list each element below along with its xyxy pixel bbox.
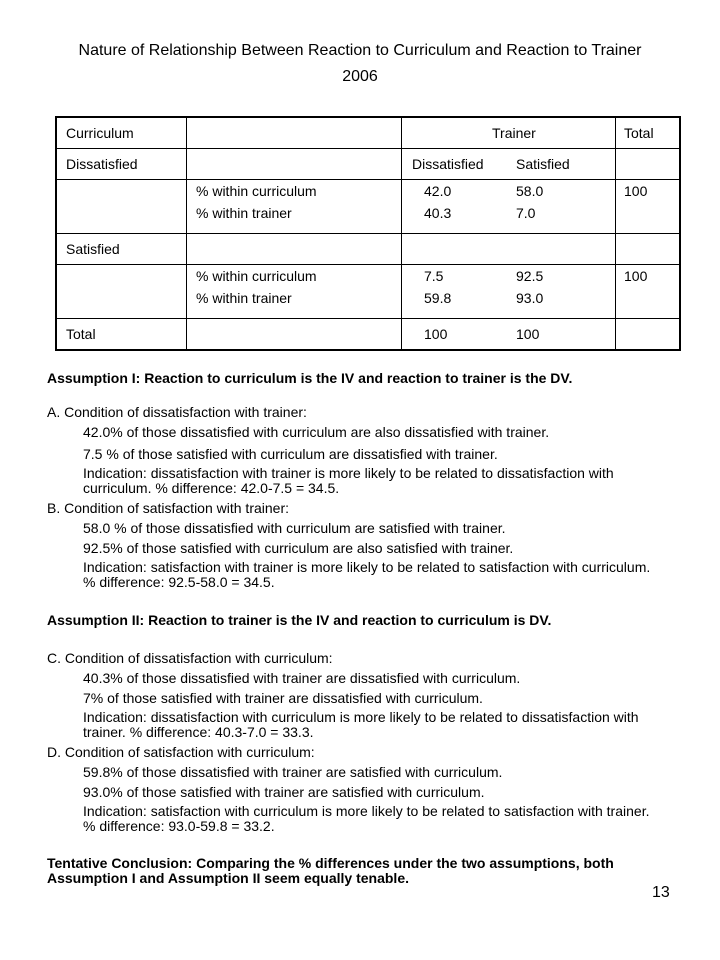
header-total: Total [616, 117, 681, 149]
row-label-dissatisfied: Dissatisfied [56, 149, 187, 180]
section-b-heading: B. Condition of satisfaction with trainer: [47, 500, 290, 516]
value: 93.0 [516, 290, 544, 306]
section-b-line-2: 92.5% of those satisfied with curriculum are also satisfied with trainer. [83, 540, 514, 556]
tentative-conclusion [47, 856, 672, 886]
row-total: 100 [616, 180, 681, 234]
title-line-1: Nature of Relationship Between Reaction to Curriculum and Reaction to Trainer [78, 42, 642, 59]
section-c-heading: C. Condition of dissatisfaction with curriculum: [47, 650, 333, 666]
section-a-heading: A. Condition of dissatisfaction with trainer: [47, 404, 307, 420]
value: 92.5 [516, 268, 544, 284]
header-trainer: Trainer [492, 125, 536, 141]
section-a-indication: Indication: dissatisfaction with trainer is more likely to be related to dissatisfaction with curriculum. % difference: 42.0-7.5 = 34.5. [83, 465, 614, 496]
value: 100 [516, 326, 540, 342]
value: 58.0 [516, 183, 544, 199]
label-within-curriculum: % within curriculum [196, 268, 317, 284]
header-curriculum: Curriculum [56, 117, 187, 149]
row-total: 100 [616, 265, 681, 319]
section-d-indication: Indication: satisfaction with curriculum is more likely to be related to satisfaction with trainer. % difference: 93.0-59.8 = 33.2. [83, 803, 650, 834]
value: 42.0 [424, 183, 452, 199]
section-d-line-2: 93.0% of those satisfied with trainer are satisfied with curriculum. [83, 784, 485, 800]
section-d-heading: D. Condition of satisfaction with curriculum: [47, 744, 315, 760]
section-c-indication: Indication: dissatisfaction with curriculum is more likely to be related to dissatisfaction with trainer. % difference: 40.3-7.0 = 33.3. [83, 709, 639, 740]
section-d-line-1: 59.8% of those dissatisfied with trainer are satisfied with curriculum. [83, 764, 503, 780]
label-within-trainer: % within trainer [196, 205, 292, 221]
row-label-total: Total [56, 319, 187, 351]
section-a-line-2: 7.5 % of those satisfied with curriculum are dissatisfied with trainer. [83, 446, 498, 462]
row-label-satisfied: Satisfied [56, 234, 187, 265]
value: 7.5 [424, 268, 444, 284]
subheader-satisfied: Satisfied [516, 156, 570, 172]
page-number: 13 [652, 884, 670, 901]
value: 7.0 [516, 205, 536, 221]
value: 40.3 [424, 205, 452, 221]
value: 59.8 [424, 290, 452, 306]
subheader-dissatisfied: Dissatisfied [412, 156, 484, 172]
assumption-2-heading: Assumption II: Reaction to trainer is the IV and reaction to curriculum is DV. [47, 612, 552, 628]
assumption-1-heading: Assumption I: Reaction to curriculum is the IV and reaction to trainer is the DV. [47, 370, 573, 386]
section-b-indication: Indication: satisfaction with trainer is more likely to be related to satisfaction with curriculum. % difference: 92.5-58.0 = 34.5. [83, 559, 651, 590]
section-c-line-2: 7% of those satisfied with trainer are dissatisfied with curriculum. [83, 690, 483, 706]
title-line-2: 2006 [342, 68, 378, 85]
label-within-trainer: % within trainer [196, 290, 292, 306]
label-within-curriculum: % within curriculum [196, 183, 317, 199]
section-a-line-1: 42.0% of those dissatisfied with curriculum are also dissatisfied with trainer. [83, 424, 550, 440]
section-c-line-1: 40.3% of those dissatisfied with trainer are dissatisfied with curriculum. [83, 670, 521, 686]
conclusion-text: Tentative Conclusion: Comparing the % differences under the two assumptions, both Assumption I and Assumption II seem equally tenable. [47, 855, 614, 886]
value: 100 [424, 326, 448, 342]
section-b-line-1: 58.0 % of those dissatisfied with curriculum are satisfied with trainer. [83, 520, 506, 536]
analysis-text [47, 0, 687, 960]
